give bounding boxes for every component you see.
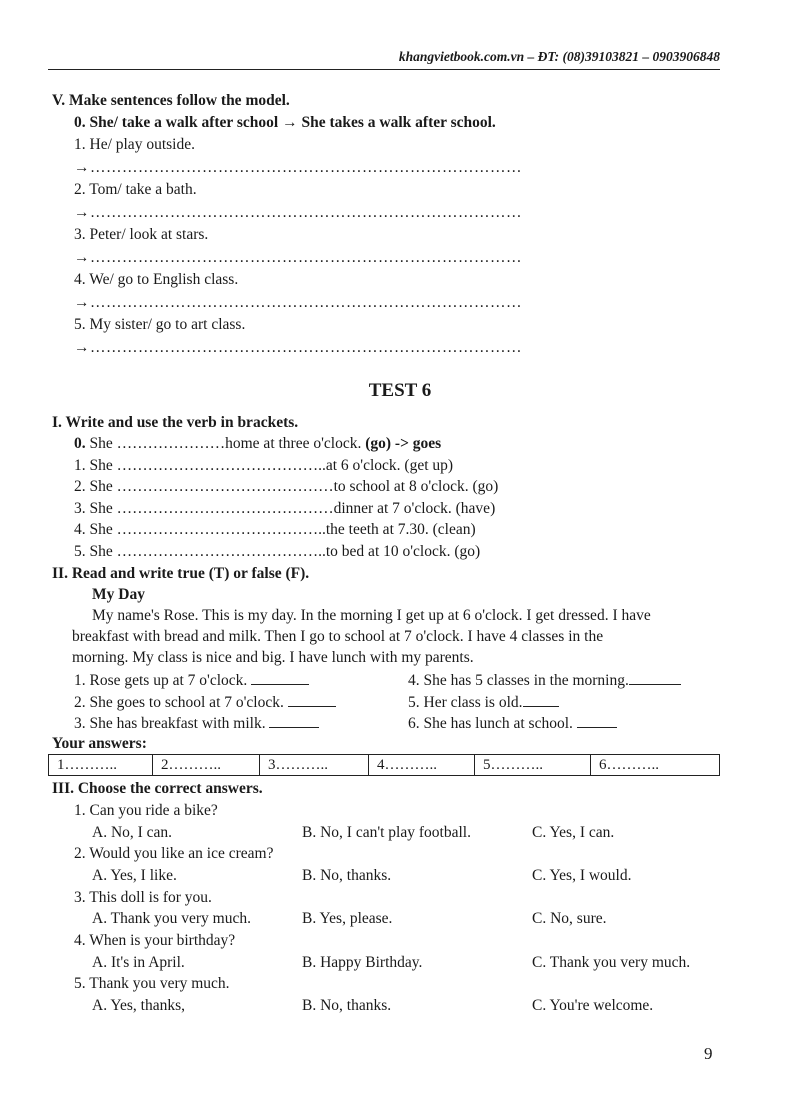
- test-title: TEST 6: [368, 380, 432, 401]
- option-c[interactable]: C. Yes, I can.: [532, 824, 615, 841]
- exercise-item: 4. We/ go to English class.: [74, 271, 239, 288]
- question: 1. Can you ride a bike?: [74, 802, 218, 819]
- part-3-heading: III. Choose the correct answers.: [52, 780, 263, 797]
- exercise-item: 2. Tom/ take a bath.: [74, 181, 197, 198]
- tf-blank[interactable]: [288, 692, 336, 707]
- statement: 3. She has breakfast with milk.: [74, 713, 319, 733]
- answer-cell[interactable]: 3………..: [260, 755, 369, 776]
- statement: 1. Rose gets up at 7 o'clock.: [74, 670, 309, 690]
- passage-line: morning. My class is nice and big. I have lunch with my parents.: [72, 649, 474, 666]
- option-a[interactable]: A. Yes, thanks,: [92, 997, 186, 1014]
- model-text: She …………………home at three o'clock.: [89, 435, 362, 452]
- fill-in-item[interactable]: 5. She …………………………………..to bed at 10 o'clock. (go): [74, 543, 481, 560]
- answer-line[interactable]: →………………………………………………………………………: [74, 249, 522, 266]
- part-1-model: [74, 435, 441, 453]
- answer-cell[interactable]: 2………..: [153, 755, 260, 776]
- question: 2. Would you like an ice cream?: [74, 845, 274, 862]
- page-header: khangvietbook.com.vn – ĐT: (08)39103821 – 0903906848: [48, 49, 720, 70]
- option-b[interactable]: B. No, thanks.: [302, 867, 392, 884]
- option-b[interactable]: B. Yes, please.: [302, 910, 393, 927]
- model-prompt: 0. She/ take a walk after school: [74, 114, 279, 131]
- exercise-item: 5. My sister/ go to art class.: [74, 316, 246, 333]
- model-answer: She takes a walk after school.: [301, 114, 496, 131]
- part-1-heading: I. Write and use the verb in brackets.: [52, 414, 299, 431]
- model-sentence: [74, 114, 496, 132]
- statement: 4. She has 5 classes in the morning.: [408, 670, 681, 690]
- part-2-heading: II. Read and write true (T) or false (F).: [52, 565, 310, 582]
- fill-in-item[interactable]: 2. She ……………………………………to school at 8 o'clock. (go): [74, 478, 499, 495]
- option-c[interactable]: C. No, sure.: [532, 910, 607, 927]
- statement: 6. She has lunch at school.: [408, 713, 617, 733]
- section-v-heading: V. Make sentences follow the model.: [52, 92, 290, 109]
- answer-table: [48, 754, 720, 776]
- fill-in-item[interactable]: 4. She …………………………………..the teeth at 7.30. (clean): [74, 521, 476, 538]
- question: 3. This doll is for you.: [74, 889, 212, 906]
- option-a[interactable]: A. Yes, I like.: [92, 867, 177, 884]
- tf-blank[interactable]: [251, 670, 309, 685]
- option-c[interactable]: C. Yes, I would.: [532, 867, 632, 884]
- answer-line[interactable]: →………………………………………………………………………: [74, 339, 522, 356]
- answer-line[interactable]: →………………………………………………………………………: [74, 204, 522, 221]
- statement: 2. She goes to school at 7 o'clock.: [74, 692, 336, 712]
- arrow-icon: →: [282, 114, 298, 131]
- answers-label: Your answers:: [52, 735, 147, 752]
- option-a[interactable]: A. No, I can.: [92, 824, 173, 841]
- tf-blank[interactable]: [577, 713, 617, 728]
- tf-blank[interactable]: [269, 713, 319, 728]
- option-b[interactable]: B. Happy Birthday.: [302, 954, 423, 971]
- answer-line[interactable]: →………………………………………………………………………: [74, 159, 522, 176]
- option-c[interactable]: C. You're welcome.: [532, 997, 654, 1014]
- question: 5. Thank you very much.: [74, 975, 230, 992]
- exercise-item: 1. He/ play outside.: [74, 136, 195, 153]
- statement: 5. Her class is old.: [408, 692, 559, 712]
- passage-line: breakfast with bread and milk. Then I go to school at 7 o'clock. I have 4 classes in the: [72, 628, 604, 645]
- passage-line: My name's Rose. This is my day. In the morning I get up at 6 o'clock. I get dressed. I have: [92, 607, 651, 624]
- answer-cell[interactable]: 6………..: [591, 755, 720, 776]
- tf-blank[interactable]: [523, 692, 559, 707]
- exercise-item: 3. Peter/ look at stars.: [74, 226, 209, 243]
- answer-cell[interactable]: 1………..: [49, 755, 153, 776]
- page-number: 9: [704, 1044, 713, 1063]
- option-b[interactable]: B. No, thanks.: [302, 997, 392, 1014]
- model-hint: (go) -> goes: [365, 435, 442, 452]
- model-number: 0.: [74, 435, 86, 452]
- answer-cell[interactable]: 4………..: [369, 755, 475, 776]
- option-b[interactable]: B. No, I can't play football.: [302, 824, 471, 841]
- option-a[interactable]: A. Thank you very much.: [92, 910, 251, 927]
- fill-in-item[interactable]: 1. She …………………………………..at 6 o'clock. (get up): [74, 457, 454, 474]
- fill-in-item[interactable]: 3. She ……………………………………dinner at 7 o'clock. (have): [74, 500, 496, 517]
- question: 4. When is your birthday?: [74, 932, 236, 949]
- answer-line[interactable]: →………………………………………………………………………: [74, 294, 522, 311]
- passage-title: My Day: [92, 586, 145, 603]
- option-a[interactable]: A. It's in April.: [92, 954, 185, 971]
- option-c[interactable]: C. Thank you very much.: [532, 954, 691, 971]
- answer-cell[interactable]: 5………..: [475, 755, 591, 776]
- tf-blank[interactable]: [629, 670, 681, 685]
